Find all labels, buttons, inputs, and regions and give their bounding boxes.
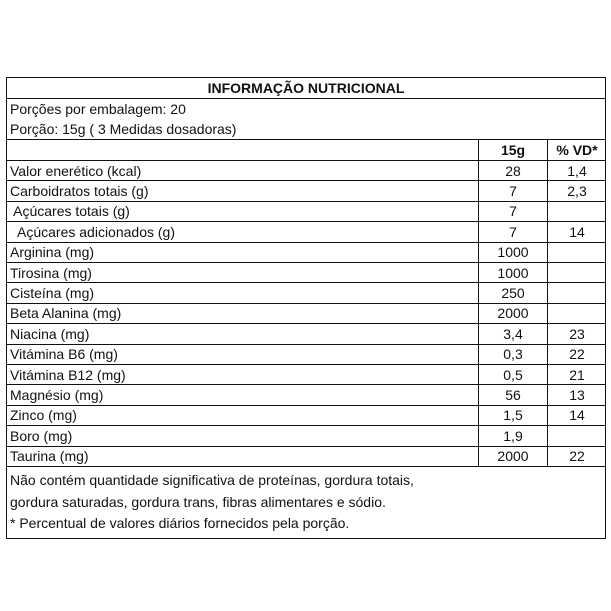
nutrient-amount: 0,5 [478,365,547,384]
nutrient-amount: 1,9 [478,426,547,445]
nutrient-amount: 250 [478,283,547,302]
nutrient-row [7,426,605,446]
nutrient-amount: 1,5 [478,406,547,425]
nutrition-facts-table [6,77,606,539]
nutrient-dv: 14 [547,222,606,241]
table-title: INFORMAÇÃO NUTRICIONAL [207,80,405,96]
nutrient-amount: 0,3 [478,345,547,364]
nutrient-amount: 7 [478,181,547,200]
header-blank [10,140,477,160]
nutrient-name: Zinco (mg) [10,407,77,424]
nutrient-dv: 22 [547,447,606,466]
nutrient-amount: 28 [478,161,547,180]
nutrient-row [7,345,605,365]
footnote-line-1: Não contém quantidade significativa de proteínas, gordura totais, [10,472,414,488]
nutrient-amount: 7 [478,222,547,241]
servings-per-package: Porções por embalagem: 20 [10,101,186,117]
nutrient-row [7,304,605,324]
nutrient-dv [547,202,606,221]
nutrient-amount: 3,4 [478,324,547,343]
nutrient-row [7,202,605,222]
nutrient-name: Boro (mg) [10,427,73,444]
footnote-line-3: * Percentual de valores diários fornecidos pela porção. [10,515,350,531]
nutrient-dv: 1,4 [547,161,606,180]
nutrient-name: Carboidratos totais (g) [10,183,149,200]
nutrient-row [7,365,605,385]
nutrient-dv [547,243,606,262]
column-header-row [7,140,605,161]
nutrient-name: Valor enerético (kcal) [10,162,142,179]
nutrient-dv: 13 [547,385,606,404]
nutrient-name: Tirosina (mg) [10,264,92,281]
nutrient-dv: 2,3 [547,181,606,200]
serving-size: Porção: 15g ( 3 Medidas dosadoras) [10,121,237,137]
nutrient-name: Niacina (mg) [10,325,90,342]
table-title-row [7,78,605,99]
nutrient-row [7,161,605,181]
nutrient-amount: 1000 [478,243,547,262]
nutrient-dv: 22 [547,345,606,364]
nutrient-dv: 23 [547,324,606,343]
nutrient-name: Magnésio (mg) [10,387,104,404]
nutrient-row [7,406,605,426]
nutrient-amount: 56 [478,385,547,404]
nutrient-name: Cisteína (mg) [10,285,95,302]
nutrient-dv: 14 [547,406,606,425]
nutrient-name: Taurina (mg) [10,448,89,465]
nutrient-amount: 7 [478,202,547,221]
nutrient-row [7,222,605,242]
nutrient-row [7,283,605,303]
footnote-line-2: gordura saturadas, gordura trans, fibras alimentares e sódio. [10,494,386,510]
nutrient-row [7,324,605,344]
nutrient-dv [547,426,606,445]
nutrient-row [7,181,605,201]
nutrient-row [7,263,605,283]
nutrient-name: Açúcares totais (g) [10,203,130,220]
nutrient-dv [547,283,606,302]
nutrient-name: Vitámina B6 (mg) [10,346,118,363]
nutrient-dv [547,304,606,323]
servings-row [7,99,605,119]
nutrient-row [7,243,605,263]
nutrient-dv [547,263,606,282]
header-amount: 15g [478,140,547,160]
header-dv: % VD* [547,140,606,160]
nutrient-name: Açúcares adicionados (g) [10,223,175,240]
serving-size-row [7,119,605,140]
nutrient-amount: 2000 [478,447,547,466]
nutrient-amount: 2000 [478,304,547,323]
nutrient-dv: 21 [547,365,606,384]
nutrient-name: Arginina (mg) [10,244,95,261]
nutrient-row [7,385,605,405]
nutrient-amount: 1000 [478,263,547,282]
nutrient-name: Vitámina B12 (mg) [10,366,126,383]
nutrient-name: Beta Alanina (mg) [10,305,122,322]
nutrient-row [7,447,605,467]
